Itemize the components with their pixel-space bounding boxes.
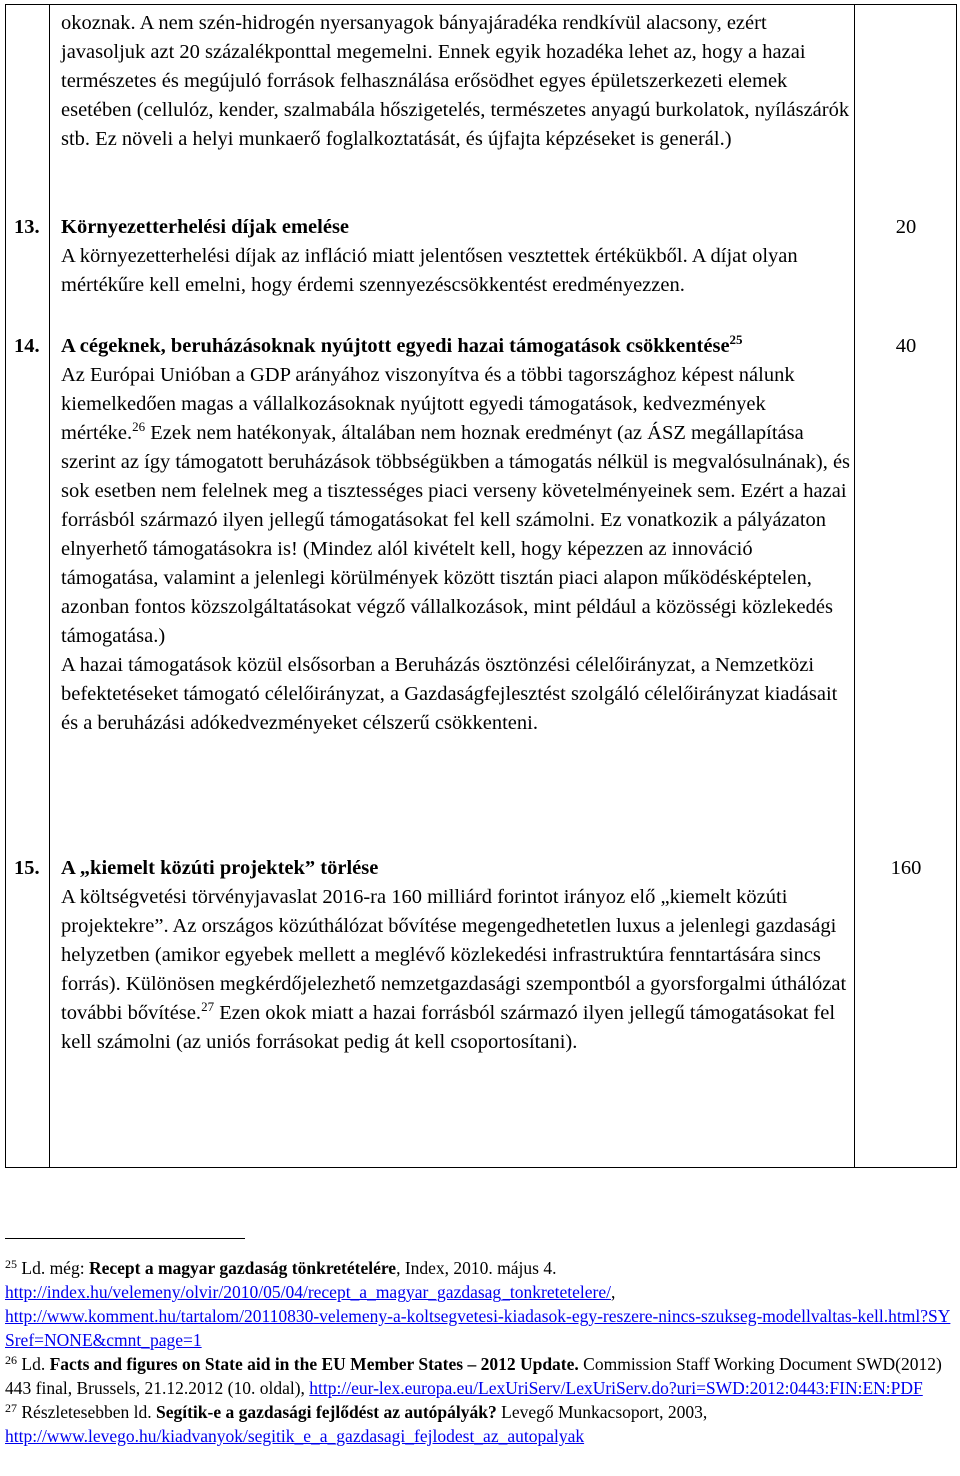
- item-14: [61, 332, 851, 738]
- footnote-ref-26[interactable]: 26: [132, 419, 146, 434]
- continuation-text: [61, 9, 851, 154]
- item-15: [61, 854, 851, 1057]
- footnote-separator: [5, 1238, 245, 1239]
- item-14-paragraph-2: A hazai támogatások közül elsősorban a Beruházás ösztönzési célelőirányzat, a Nemzetközi befektetéseket támogató célelőirányzat, a Gazdaságfejlesztést szolgáló célelőirányzat kiadásait és a beruházási adókedvezményeket célszerű csökkenteni.: [61, 654, 838, 734]
- item-13-title: Környezetterhelési díjak emelése: [61, 216, 350, 238]
- column-divider-amount: [854, 5, 855, 1167]
- item-13: [61, 213, 851, 300]
- footnote-link[interactable]: http://eur-lex.europa.eu/LexUriServ/LexUriServ.do?uri=SWD:2012:0443:FIN:EN:PDF: [309, 1378, 923, 1398]
- footnote-prefix: Ld. még:: [17, 1258, 89, 1278]
- item-15-p1-before: A költségvetési törvényjavaslat 2016-ra 160 milliárd forintot irányoz elő „kiemelt közúti projektekre”. Az országos közúthálózat bővítése megengedhetetlen luxus a jelenlegi gazdasági helyzetben (amikor egyebek mellett a meglévő közlekedési infrastruktúra fenntartására sincs forrás). Különösen megkérdőjelezhető nemzetgazdasági szempontból a gyorsforgalmi úthálózat további bővítése.: [61, 886, 847, 1024]
- footnote-title: Recept a magyar gazdaság tönkretételére: [88, 1258, 397, 1278]
- footnotes: [5, 1256, 955, 1448]
- item-14-p1-after: Ezek nem hatékonyak, általában nem hoznak eredményt (az ÁSZ megállapítása szerint az így támogatott beruházások többségükben a támogatás nélkül is megvalósulnának), és sok esetben nem felelnek meg a tisztességes piaci verseny követelményeinek sem. Ezért a hazai forrásból származó ilyen jellegű támogatásokat fel kell számolni. Ez vonatkozik a pályázaton elnyerhető támogatásokra is! (Mindez alól kivételt kell, hogy képezzen az innováció támogatása, valamint a jelenlegi körülmények között tisztán piaci alapon működésképtelen, azonban fontos közszolgáltatásokat végző vállalkozások, mint például a közösségi közlekedés támogatása.): [61, 422, 851, 647]
- footnote-26: [5, 1352, 955, 1400]
- footnote-link[interactable]: http://www.komment.hu/tartalom/20110830-velemeny-a-koltsegvetesi-kiadasok-egy-reszere-nincs-szukseg-modellvaltas-kell.html?SYSref=NONE&cmnt_page=1: [5, 1306, 951, 1350]
- footnote-ref-25[interactable]: 25: [729, 332, 743, 347]
- item-13-paragraph: A környezetterhelési díjak az infláció miatt jelentősen vesztettek értékükből. A díjat olyan mértékűre kell emelni, hogy érdemi szennyezéscsökkentést eredményezzen.: [61, 245, 798, 296]
- item-14-amount: 40: [895, 335, 917, 357]
- item-14-paragraph-1: [61, 361, 851, 651]
- item-13-amount: 20: [895, 216, 917, 238]
- item-14-title: [61, 332, 851, 361]
- footnote-title: Segítik-e a gazdasági fejlődést az autópályák?: [155, 1402, 497, 1422]
- item-14-title-text: A cégeknek, beruházásoknak nyújtott egyedi hazai támogatások csökkentése: [61, 335, 730, 357]
- footnote-prefix: Ld.: [17, 1354, 50, 1374]
- footnote-suffix: , Index, 2010. május 4.: [396, 1258, 557, 1278]
- footnote-link[interactable]: http://index.hu/velemeny/olvir/2010/05/04/recept_a_magyar_gazdasag_tonkretetelere/: [5, 1282, 611, 1302]
- footnote-suffix: Levegő Munkacsoport, 2003,: [496, 1402, 708, 1422]
- column-divider-number: [49, 5, 50, 1167]
- footnote-prefix: Részletesebben ld.: [17, 1402, 156, 1422]
- footnote-ref-27[interactable]: 27: [201, 999, 215, 1014]
- footnote-27: [5, 1400, 955, 1448]
- footnote-suffix: Commission Staff Working Document SWD(2012) 443 final, Brussels, 21.12.2012 (10. oldal),: [5, 1354, 942, 1398]
- item-13-number: 13.: [14, 216, 40, 238]
- item-14-number: 14.: [14, 335, 40, 357]
- footnote-25: $^{25}$ Ld. még: Recept a magyar gazdaság tönkretételére, Index, 2010. május 4. http://index.hu/velemeny/olvir/2010/05/04/recept_a_magyar_gazdasag_tonkretetelere/, http://www.komment.hu/tartalom/20110830-velemeny-a-koltsegvetesi-kiadasok-egy-reszere-nincs-szukseg-modellvaltas-kell.html?SYSref=NONE&cmnt_page=1: [5, 1257, 951, 1350]
- footnote-link[interactable]: http://www.levego.hu/kiadvanyok/segitik_e_a_gazdasagi_fejlodest_az_autopalyak: [5, 1426, 585, 1446]
- proposal-table: [5, 4, 957, 1168]
- footnote-title: Facts and figures on State aid in the EU Member States – 2012 Update.: [49, 1354, 579, 1374]
- item-15-amount: 160: [890, 857, 922, 879]
- item-15-paragraph: [61, 883, 851, 1057]
- footnote-mark: 27: [5, 1401, 17, 1415]
- item-15-title: A „kiemelt közúti projektek” törlése: [61, 857, 379, 879]
- footnote-mark: 26: [5, 1353, 17, 1367]
- item-14-p1-before: Az Európai Unióban a GDP arányához viszonyítva és a többi tagországhoz képest nálunk kiemelkedően magas a vállalkozásoknak nyújtott egyedi támogatások, kedvezmények mértéke.: [61, 364, 795, 444]
- item-15-number: 15.: [14, 857, 40, 879]
- item-15-p1-after: Ezen okok miatt a hazai forrásból származó ilyen jellegű támogatásokat fel kell számolni (az uniós forrásokat pedig át kell csoportosítani).: [61, 1002, 836, 1053]
- continuation-paragraph: okoznak. A nem szén-hidrogén nyersanyagok bányajáradéka rendkívül alacsony, ezért javasoljuk azt 20 százalékponttal megemelni. Ennek egyik hozadéka lehet az, hogy a hazai természetes és megújuló források felhasználása erősödhet egyes épületszerkezeti elemek esetében (cellulóz, kender, szalmabála hőszigetelés, természetes anyagú burkolatok, nyílászárók stb. Ez növeli a helyi munkaerő foglalkoztatását, és újfajta képzéseket is generál.): [61, 12, 850, 150]
- footnote-mark: 25: [5, 1257, 17, 1271]
